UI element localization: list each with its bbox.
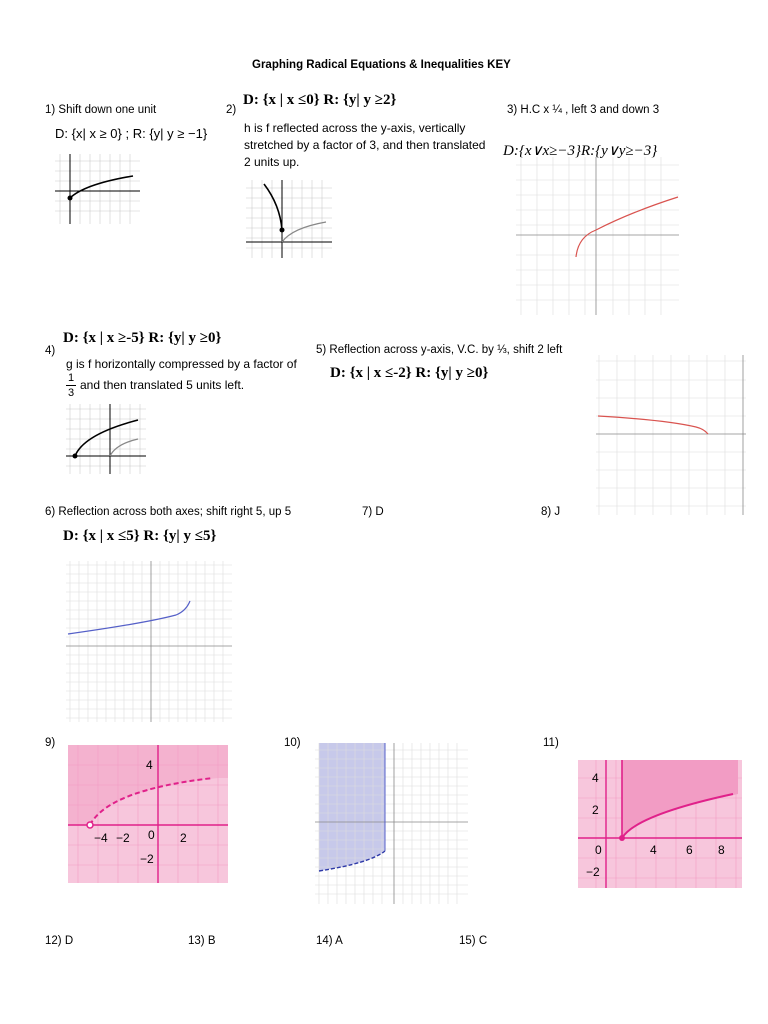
- problem-6-label: 6) Reflection across both axes; shift right 5, up 5: [45, 506, 292, 518]
- svg-text:4: 4: [146, 758, 153, 772]
- problem-15-answer: 15) C: [459, 935, 488, 947]
- svg-text:−4: −4: [94, 831, 108, 845]
- problem-9-label: 9): [45, 737, 56, 749]
- problem-2-description: h is f reflected across the y-axis, vertically stretched by a factor of 3, and then translated 2 units up.: [244, 121, 486, 169]
- problem-4-graph: [66, 404, 146, 474]
- problem-5-domain-range: D: {x | x ≤-2} R: {y| y ≥0}: [330, 365, 489, 381]
- fraction-bar: [66, 385, 76, 386]
- svg-text:−2: −2: [586, 865, 600, 879]
- problem-3-graph: [516, 157, 679, 315]
- problem-11-label: 11): [543, 737, 559, 749]
- problem-2-graph: [246, 180, 332, 258]
- problem-10-graph: [315, 743, 468, 904]
- problem-4-label: 4): [45, 345, 56, 357]
- problem-1-label: 1) Shift down one unit: [45, 104, 157, 116]
- svg-text:−2: −2: [140, 852, 154, 866]
- problem-4-fraction-denominator: 3: [68, 387, 75, 399]
- problem-6-domain-range: D: {x | x ≤5} R: {y| y ≤5}: [63, 528, 217, 544]
- problem-5-label: 5) Reflection across y-axis, V.C. by ⅓, shift 2 left: [316, 344, 563, 356]
- problem-6-graph: [66, 561, 232, 722]
- problem-10-label: 10): [284, 737, 301, 749]
- svg-text:0: 0: [595, 843, 602, 857]
- svg-text:−2: −2: [116, 831, 130, 845]
- problem-13-answer: 13) B: [188, 935, 216, 947]
- problem-8-answer: 8) J: [541, 506, 561, 518]
- problem-3-domain-range: D:{x∨x≥−3}R:{y∨y≥−3}: [503, 143, 658, 159]
- svg-text:8: 8: [718, 843, 725, 857]
- problem-4-description-a: g is f horizontally compressed by a factor of: [66, 357, 297, 371]
- svg-text:6: 6: [686, 843, 693, 857]
- page-title: Graphing Radical Equations & Inequalities KEY: [252, 59, 511, 71]
- svg-text:2: 2: [180, 831, 187, 845]
- problem-1-graph: [55, 154, 140, 224]
- problem-9-graph: [68, 745, 228, 883]
- problem-4-domain-range: D: {x | x ≥-5} R: {y| y ≥0}: [63, 330, 222, 346]
- problem-14-answer: 14) A: [316, 935, 343, 947]
- svg-text:4: 4: [650, 843, 657, 857]
- problem-11-graph: [578, 760, 742, 888]
- problem-5-graph: [596, 355, 746, 515]
- problem-3-label: 3) H.C x ¼ , left 3 and down 3: [507, 104, 660, 116]
- problem-2-domain-range: D: {x | x ≤0} R: {y| y ≥2}: [243, 92, 397, 108]
- svg-text:4: 4: [592, 771, 599, 785]
- problem-7-answer: 7) D: [362, 506, 384, 518]
- problem-2-label: 2): [226, 104, 237, 116]
- svg-text:0: 0: [148, 828, 155, 842]
- svg-text:2: 2: [592, 803, 599, 817]
- problem-12-answer: 12) D: [45, 935, 74, 947]
- problem-4-description-b: and then translated 5 units left.: [80, 378, 245, 392]
- problem-4-fraction-numerator: 1: [68, 372, 75, 384]
- problem-1-domain-range: D: {x| x ≥ 0} ; R: {y| y ≥ −1}: [55, 126, 208, 141]
